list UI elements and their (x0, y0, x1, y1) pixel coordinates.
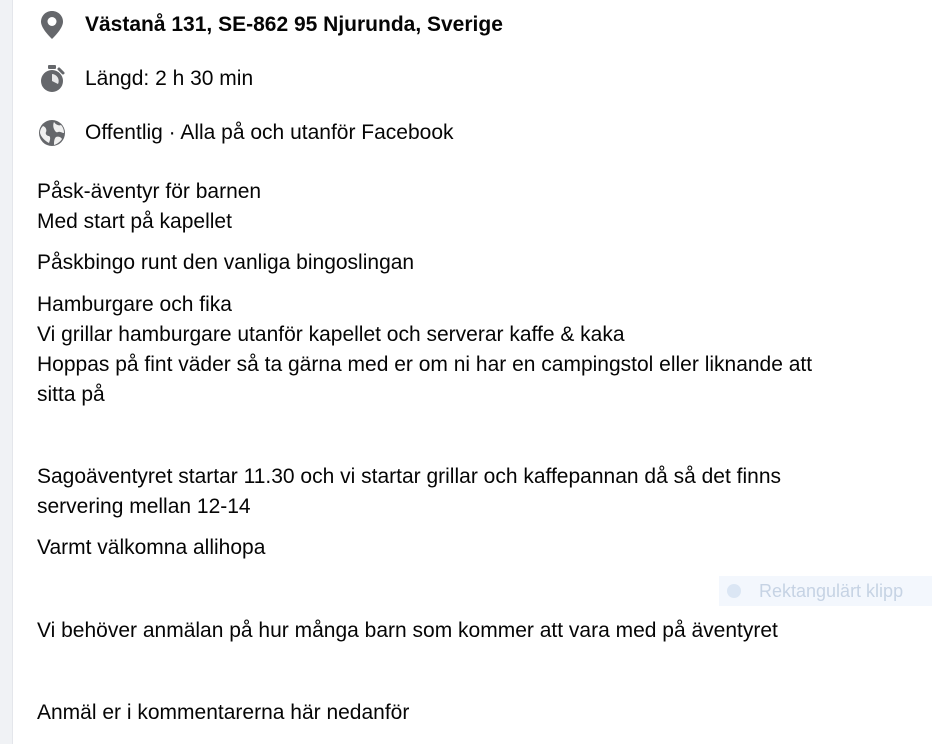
description-line: Hamburgare och fika (37, 293, 232, 316)
privacy-text: Offentlig · Alla på och utanför Facebook (85, 121, 454, 144)
globe-icon (37, 118, 67, 148)
description-line: Sagoäventyret startar 11.30 och vi startar grillar och kaffepannan då så det finns (37, 465, 781, 488)
snip-mode-label: Rektangulärt klipp (759, 580, 904, 601)
privacy-row (37, 116, 454, 150)
snip-icon (727, 584, 741, 598)
description-paragraph-1 (37, 177, 897, 237)
left-panel-edge (0, 0, 13, 744)
description-line: servering mellan 12-14 (37, 495, 251, 518)
duration-row (37, 62, 253, 96)
location-text[interactable]: Västanå 131, SE-862 95 Njurunda, Sverige (85, 13, 503, 36)
duration-text: Längd: 2 h 30 min (85, 67, 254, 90)
description-line: Med start på kapellet (37, 210, 232, 233)
description-line: Vi behöver anmälan på hur många barn som kommer att vara med på äventyret (37, 619, 778, 642)
description-paragraph-6 (37, 616, 897, 646)
description-line: sitta på (37, 383, 105, 406)
location-row[interactable] (37, 8, 503, 42)
snipping-tool-overlay (719, 576, 932, 606)
description-line: Påsk-äventyr för barnen (37, 180, 262, 203)
description-line: Vi grillar hamburgare utanför kapellet och serverar kaffe & kaka (37, 323, 625, 346)
location-pin-icon (37, 10, 67, 40)
stopwatch-icon (37, 64, 67, 94)
description-paragraph-3 (37, 290, 897, 410)
description-paragraph-2 (37, 248, 897, 278)
description-paragraph-5 (37, 533, 897, 563)
description-paragraph-4 (37, 462, 897, 522)
description-line: Hoppas på fint väder så ta gärna med er om ni har en campingstol eller liknande att (37, 353, 813, 376)
description-line: Varmt välkomna allihopa (37, 536, 266, 559)
description-line: Påskbingo runt den vanliga bingoslingan (37, 251, 415, 274)
description-paragraph-7 (37, 698, 897, 728)
description-line: Anmäl er i kommentarerna här nedanför (37, 701, 410, 724)
